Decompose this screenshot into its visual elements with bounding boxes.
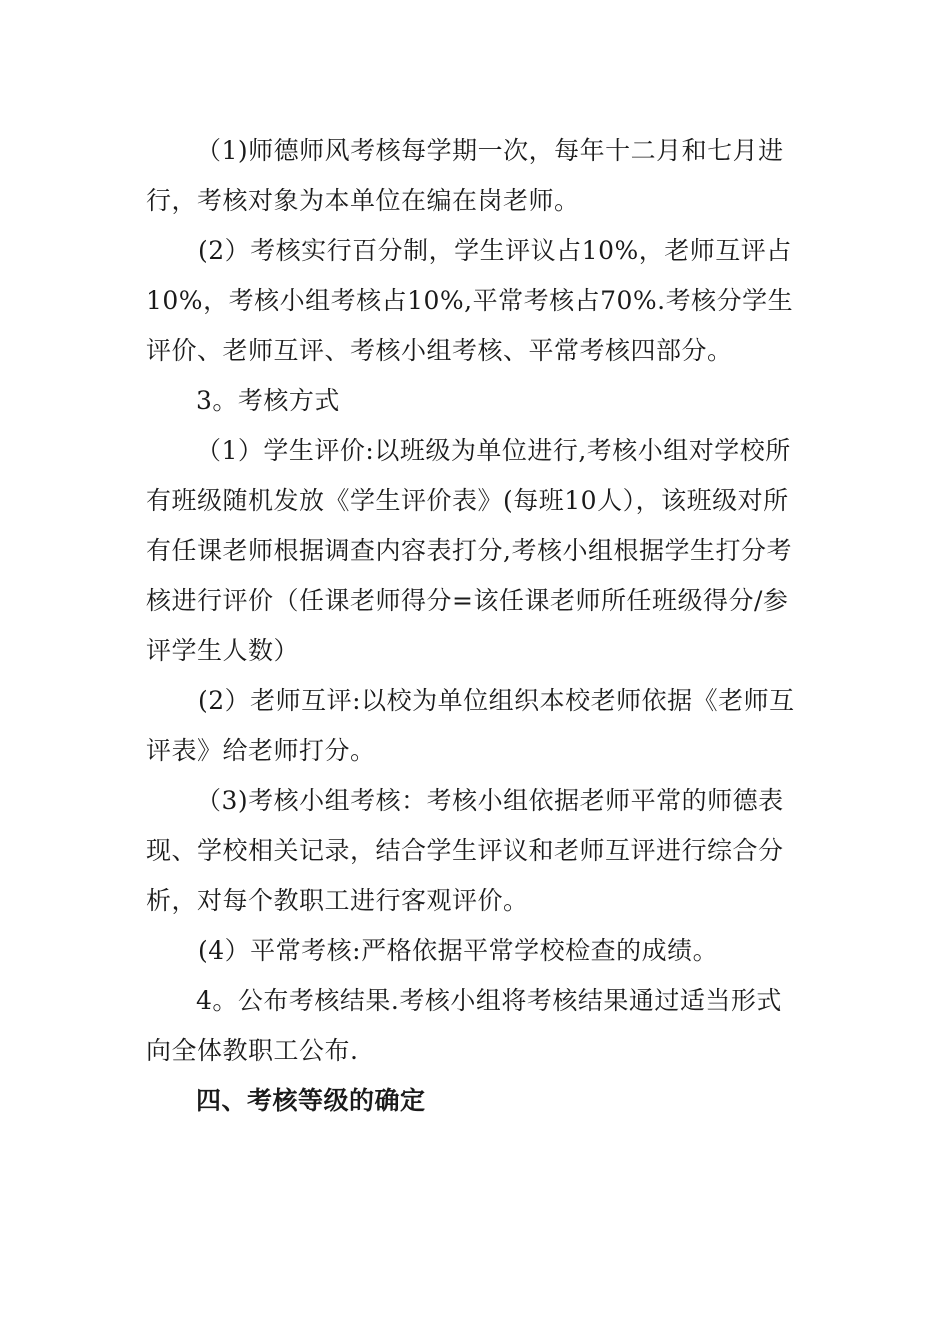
paragraph-line: 有班级随机发放《学生评价表》(每班10人），该班级对所 — [146, 486, 789, 515]
paragraph-line: 评学生人数） — [146, 636, 300, 665]
paragraph-line: 向全体教职工公布. — [146, 1036, 359, 1065]
section-heading: 四、考核等级的确定 — [196, 1086, 426, 1115]
paragraph-line: 有任课老师根据调查内容表打分,考核小组根据学生打分考 — [146, 536, 792, 565]
section-subheading: 3。考核方式 — [196, 386, 340, 415]
paragraph-line: (4）平常考核:严格依据平常学校检查的成绩。 — [198, 936, 719, 965]
paragraph-line: 行，考核对象为本单位在编在岗老师。 — [146, 186, 580, 215]
paragraph-line: 析，对每个教职工进行客观评价。 — [146, 886, 529, 915]
paragraph-line: (2）考核实行百分制，学生评议占10%，老师互评占 — [198, 236, 792, 265]
paragraph-line: 现、学校相关记录，结合学生评议和老师互评进行综合分 — [146, 836, 784, 865]
paragraph-line: (2）老师互评:以校为单位组织本校老师依据《老师互 — [198, 686, 795, 715]
paragraph-line: （1）学生评价:以班级为单位进行,考核小组对学校所 — [196, 436, 791, 465]
paragraph-line: （3)考核小组考核：考核小组依据老师平常的师德表 — [196, 786, 784, 815]
paragraph-line: 10%，考核小组考核占10%,平常考核占70%.考核分学生 — [146, 286, 794, 315]
paragraph-line: 核进行评价（任课老师得分=该任课老师所任班级得分/参 — [146, 586, 789, 615]
paragraph-line: 4。公布考核结果.考核小组将考核结果通过适当形式 — [196, 986, 782, 1015]
paragraph-line: 评价、老师互评、考核小组考核、平常考核四部分。 — [146, 336, 733, 365]
paragraph-line: 评表》给老师打分。 — [146, 736, 376, 765]
paragraph-line: （1)师德师风考核每学期一次，每年十二月和七月进 — [196, 136, 784, 165]
